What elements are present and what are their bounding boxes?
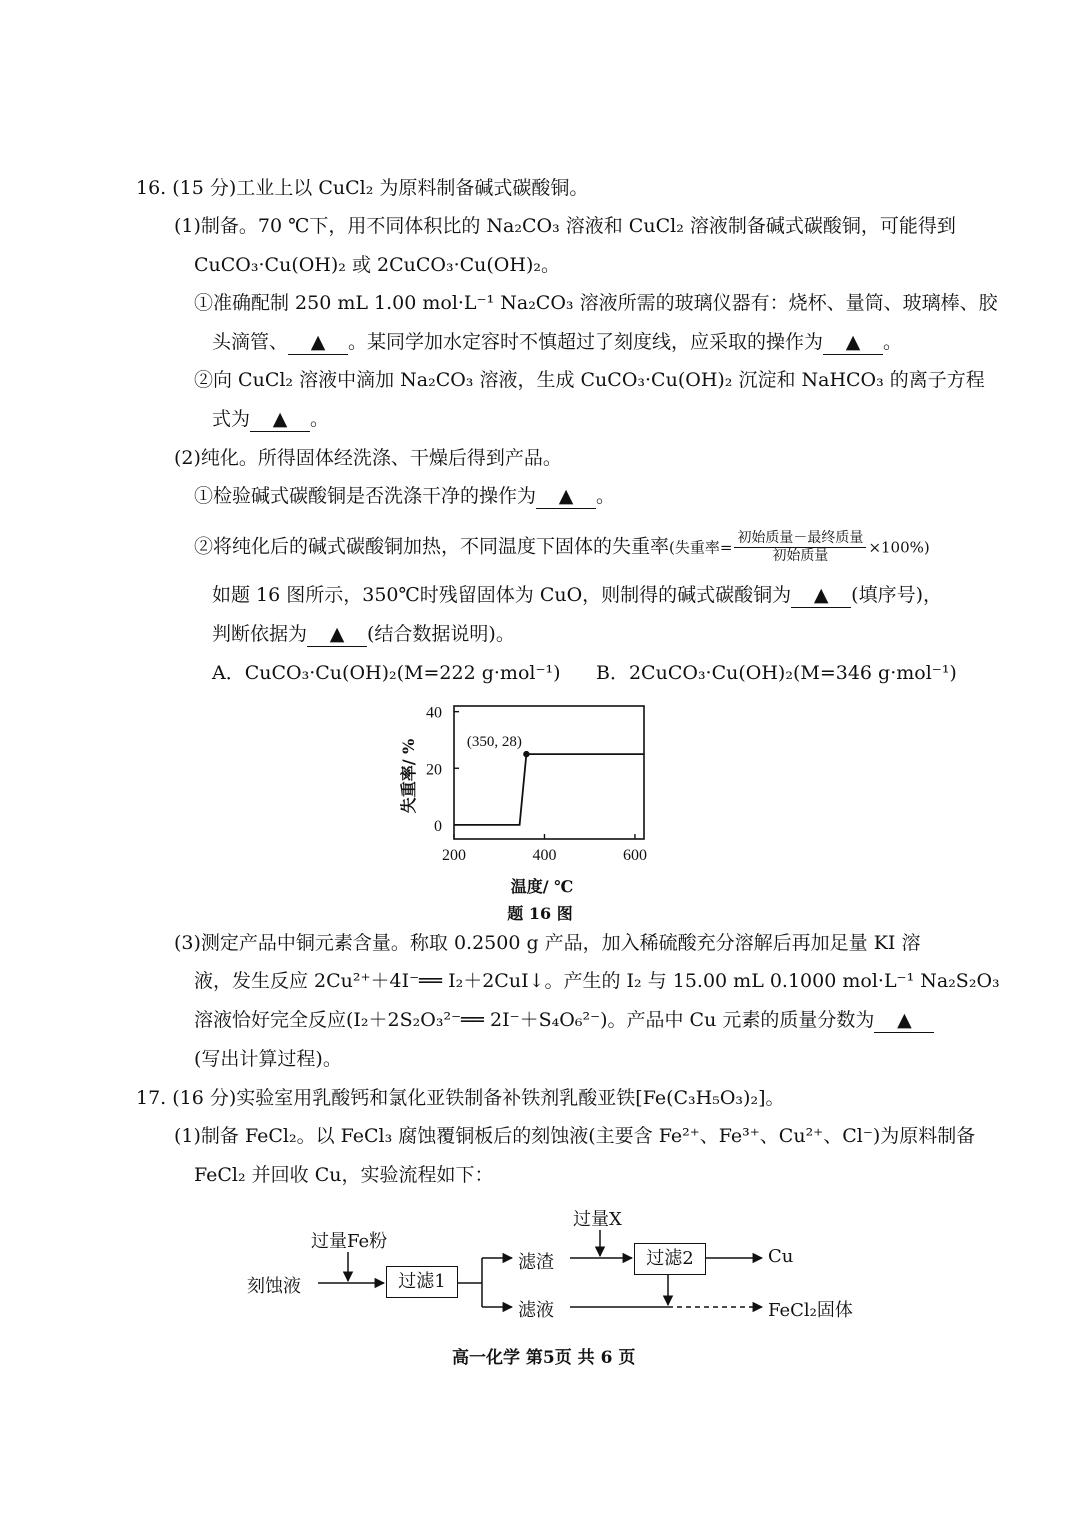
q16-part1-line2: CuCO₃·Cu(OH)₂ 或 2CuCO₃·Cu(OH)₂。 <box>194 254 560 276</box>
page-footer: 高一化学 第5页 共 6 页 <box>452 1348 636 1368</box>
q16-1b-line1: ②向 CuCl₂ 溶液中滴加 Na₂CO₃ 溶液，生成 CuCO₃·Cu(OH)₂ 沉淀和 NaHCO₃ 的离子方程 <box>194 369 985 391</box>
q16-title: 16. (15 分)工业上以 CuCl₂ 为原料制备碱式碳酸铜。 <box>136 177 589 199</box>
y-tick-label-1: 20 <box>426 761 442 779</box>
answer-blank-1[interactable]: ▲ <box>288 330 348 355</box>
flow-reagent-x: 过量X <box>573 1209 622 1230</box>
q16-part3-line1: (3)测定产品中铜元素含量。称取 0.2500 g 产品，加入稀硫酸充分溶解后再加足量 KI 溶 <box>174 932 921 954</box>
q16-part3-line2: 液，发生反应 2Cu²⁺＋4I⁻══ I₂＋2CuI↓。产生的 I₂ 与 15.00 mL 0.1000 mol·L⁻¹ Na₂S₂O₃ <box>194 970 1000 992</box>
answer-blank-4[interactable]: ▲ <box>536 484 596 509</box>
flow-product-fecl2: FeCl₂固体 <box>768 1300 853 1321</box>
x-tick-label-2: 600 <box>622 847 647 864</box>
x-tick-label-1: 400 <box>532 847 557 864</box>
y-axis-label: 失重率/ % <box>399 738 418 814</box>
flow-reagent-fe: 过量Fe粉 <box>311 1231 388 1252</box>
q16-part2-line1: (2)纯化。所得固体经洗涤、干燥后得到产品。 <box>174 447 562 469</box>
flow-filtrate: 滤液 <box>518 1300 554 1321</box>
annotation-label: (350, 28) <box>466 734 522 751</box>
answer-blank-3[interactable]: ▲ <box>250 407 310 432</box>
answer-blank-5[interactable]: ▲ <box>791 583 851 608</box>
flow-step-filter1: 过滤1 <box>386 1266 458 1298</box>
q16-2b-line3: 判断依据为 ▲ (结合数据说明)。 <box>212 623 515 645</box>
flow-residue: 滤渣 <box>518 1252 554 1273</box>
y-tick-label-0: 0 <box>434 817 442 835</box>
answer-blank-2[interactable]: ▲ <box>823 330 883 355</box>
q16-1a-line1: ①准确配制 250 mL 1.00 mol·L⁻¹ Na₂CO₃ 溶液所需的玻璃仪器有：烧杯、量筒、玻璃棒、胶 <box>194 292 998 314</box>
q16-2b-line1: ②将纯化后的碱式碳酸铜加热，不同温度下固体的失重率(失重率= $\frac{\text{初始质量－最终质量}}{\text{初始质量}}$ ×100%) <box>194 530 930 564</box>
option-b: B．2CuCO₃·Cu(OH)₂(M=346 g·mol⁻¹) <box>596 662 957 684</box>
q16-part1-line1: (1)制备。70 ℃下，用不同体积比的 Na₂CO₃ 溶液和 CuCl₂ 溶液制备碱式碳酸铜，可能得到 <box>174 215 956 237</box>
weight-loss-formula: $\frac{\text{初始质量－最终质量}}{\text{初始质量}}$ <box>734 530 866 565</box>
figure-caption: 题 16 图 <box>507 904 573 923</box>
x-tick-label-0: 200 <box>442 847 466 864</box>
answer-blank-7[interactable]: ▲ <box>874 1008 934 1033</box>
q17-part1-line1: (1)制备 FeCl₂。以 FeCl₃ 腐蚀覆铜板后的刻蚀液(主要含 Fe²⁺、Fe³⁺、Cu²⁺、Cl⁻)为原料制备 <box>174 1125 976 1147</box>
flow-input: 刻蚀液 <box>247 1276 301 1297</box>
q16-2b-line2: 如题 16 图所示，350℃时残留固体为 CuO，则制得的碱式碳酸铜为 ▲ (填序号)， <box>212 584 942 606</box>
flow-product-cu: Cu <box>768 1246 794 1267</box>
q17-title: 17. (16 分)实验室用乳酸钙和氯化亚铁制备补铁剂乳酸亚铁[Fe(C₃H₅O₃)₂]。 <box>136 1087 785 1109</box>
x-axis-label: 温度/ ℃ <box>510 877 574 896</box>
q16-1a-line2: 头滴管、 ▲ 。某同学加水定容时不慎超过了刻度线，应采取的操作为 ▲ 。 <box>212 331 903 353</box>
q17-part1-line2: FeCl₂ 并回收 Cu，实验流程如下： <box>194 1164 494 1186</box>
q16-2a: ①检验碱式碳酸铜是否洗涤干净的操作为 ▲ 。 <box>194 485 616 507</box>
q16-part3-line3: 溶液恰好完全反应(I₂＋2S₂O₃²⁻══ 2I⁻＋S₄O₆²⁻)。产品中 Cu 元素的质量分数为 ▲ <box>194 1008 934 1033</box>
q16-1b-line2: 式为 ▲ 。 <box>212 408 330 430</box>
y-tick-label-2: 40 <box>426 704 442 722</box>
flow-step-filter2: 过滤2 <box>634 1243 706 1275</box>
answer-blank-6[interactable]: ▲ <box>307 622 367 647</box>
q16-part3-line4: (写出计算过程)。 <box>194 1048 342 1070</box>
option-a: A．CuCO₃·Cu(OH)₂(M=222 g·mol⁻¹) <box>212 662 561 684</box>
